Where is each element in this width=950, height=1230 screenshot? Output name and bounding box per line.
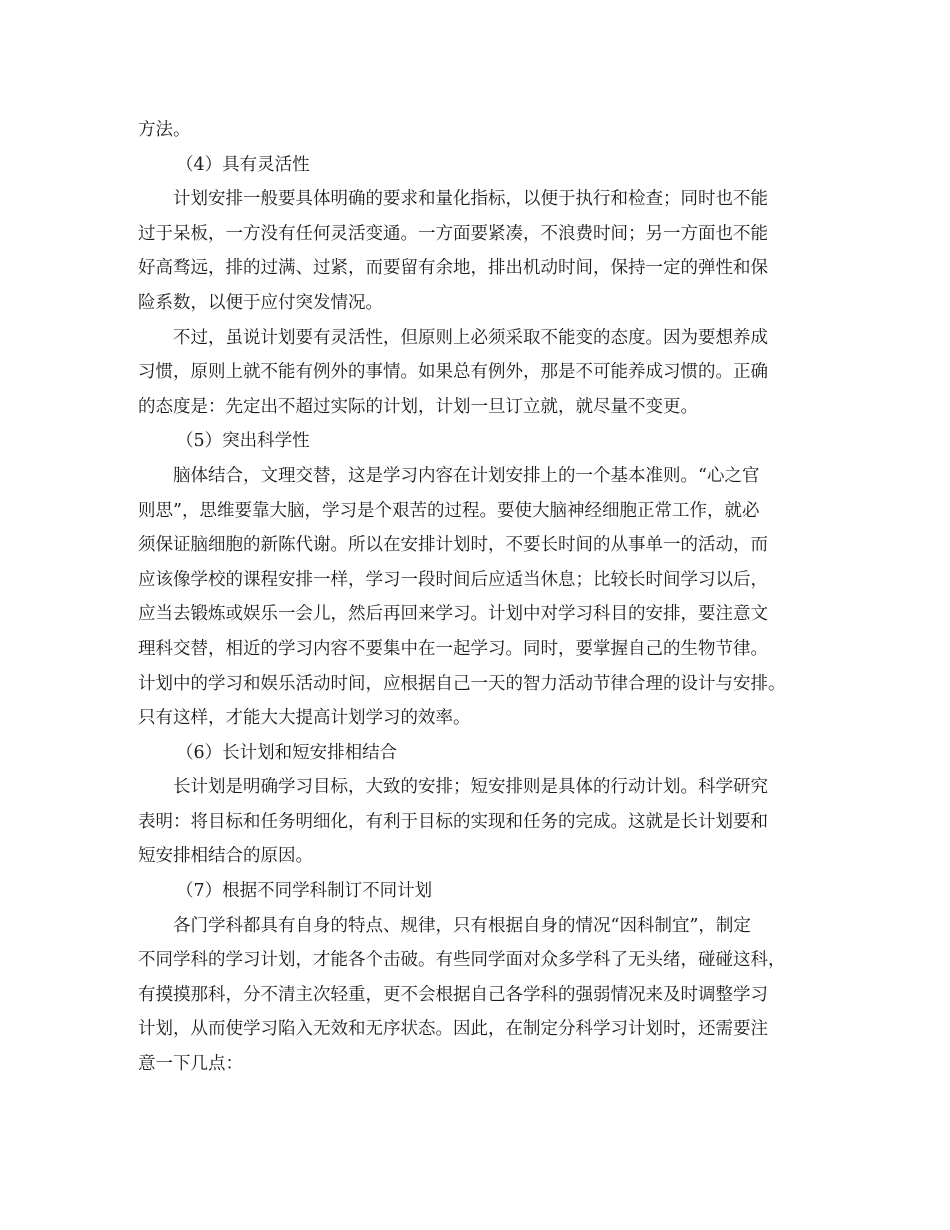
text-line: 过于呆板，一方没有任何灵活变通。一方面要紧凑，不浪费时间；另一方面也不能 xyxy=(138,223,768,244)
text-line: 计划中的学习和娱乐活动时间，应根据自己一天的智力活动节律合理的设计与安排。 xyxy=(138,673,786,694)
text-line: 的态度是：先定出不超过实际的计划，计划一旦订立就，就尽量不变更。 xyxy=(138,396,698,417)
section-heading-7: （7）根据不同学科制订不同计划 xyxy=(176,881,433,902)
text-line: 险系数，以便于应付突发情况。 xyxy=(138,292,383,313)
section-heading-4: （4）具有灵活性 xyxy=(176,154,310,175)
text-line: 各门学科都具有自身的特点、规律，只有根据自身的情况“因科制宜”，制定 xyxy=(173,915,751,936)
body-text xyxy=(138,113,818,1082)
text-line: 理科交替，相近的学习内容不要集中在一起学习。同时，要掌握自己的生物节律。 xyxy=(138,638,768,659)
text-line: 长计划是明确学习目标，大致的安排；短安排则是具体的行动计划。科学研究 xyxy=(173,777,768,798)
text-line: 须保证脑细胞的新陈代谢。所以在安排计划时，不要长时间的从事单一的活动，而 xyxy=(138,535,768,556)
text-line: 短安排相结合的原因。 xyxy=(138,846,313,867)
text-line: 只有这样，才能大大提高计划学习的效率。 xyxy=(138,708,471,729)
text-line: 有摸摸那科，分不清主次轻重，更不会根据自己各学科的强弱情况来及时调整学习 xyxy=(138,984,768,1005)
section-heading-5: （5）突出科学性 xyxy=(176,431,310,452)
text-line: 习惯，原则上就不能有例外的事情。如果总有例外，那是不可能养成习惯的。正确 xyxy=(138,362,768,383)
text-line: 应该像学校的课程安排一样，学习一段时间后应适当休息；比较长时间学习以后， xyxy=(138,569,768,590)
text-line: 计划，从而使学习陷入无效和无序状态。因此，在制定分科学习计划时，还需要注 xyxy=(138,1019,768,1040)
text-line: 好高骛远，排的过满、过紧，而要留有余地，排出机动时间，保持一定的弹性和保 xyxy=(138,258,768,279)
text-line: 脑体结合，文理交替，这是学习内容在计划安排上的一个基本准则。“心之官 xyxy=(173,465,760,486)
text-line: 则思”，思维要靠大脑，学习是个艰苦的过程。要使大脑神经细胞正常工作，就必 xyxy=(138,500,760,521)
text-line: 意一下几点： xyxy=(138,1054,243,1075)
text-line: 不过，虽说计划要有灵活性，但原则上必须采取不能变的态度。因为要想养成 xyxy=(173,327,768,348)
text-line: 计划安排一般要具体明确的要求和量化指标，以便于执行和检查；同时也不能 xyxy=(173,189,768,210)
text-line: 不同学科的学习计划，才能各个击破。有些同学面对众多学科了无头绪，碰碰这科， xyxy=(138,950,786,971)
text-line: 应当去锻炼或娱乐一会儿，然后再回来学习。计划中对学习科目的安排，要注意文 xyxy=(138,604,768,625)
text-line: 表明：将目标和任务明细化，有利于目标的实现和任务的完成。这就是长计划要和 xyxy=(138,811,768,832)
text-line: 方法。 xyxy=(138,120,191,140)
section-heading-6: （6）长计划和短安排相结合 xyxy=(176,742,398,763)
